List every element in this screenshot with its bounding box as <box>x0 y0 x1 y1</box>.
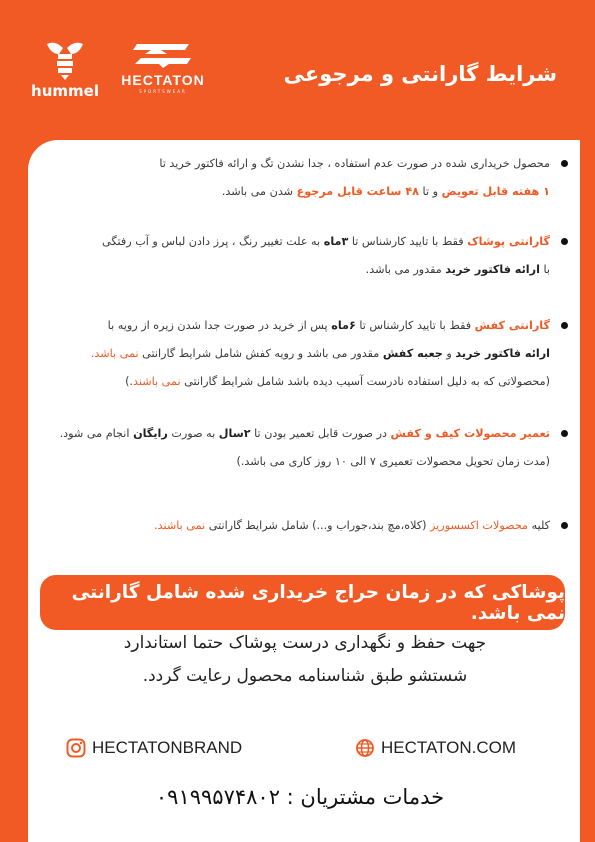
term-text: (مدت زمان تحویل محصولات تعمیری ۷ الی ۱۰ روز کاری می باشد.) <box>236 455 550 468</box>
highlighted-text: محصولات اکسسوریز <box>430 519 529 532</box>
highlighted-text: گارانتی پوشاک <box>467 235 550 248</box>
highlighted-text: ۱ هفته قابل تعویض <box>441 185 550 198</box>
highlighted-text: ۲سال <box>218 427 251 440</box>
term-text: پس از خرید در صورت جدا شدن زیره از رویه با <box>107 319 332 332</box>
website-url: HECTATON.COM <box>381 738 517 757</box>
warranty-term-3 <box>28 312 568 396</box>
term-text: (محصولاتی که به دلیل استفاده نادرست آسیب دیده باشد شامل شرایط گارانتی <box>180 375 550 388</box>
instagram-handle: HECTATONBRAND <box>92 738 243 757</box>
term-text: شدن می باشد. <box>221 185 297 198</box>
globe-icon <box>355 738 375 758</box>
website-link[interactable] <box>355 738 516 758</box>
bullet-dot-icon <box>561 160 568 167</box>
term-text: با <box>539 263 550 276</box>
content-card <box>28 140 580 842</box>
term-text: محصول خریداری شده در صورت عدم استفاده ، جدا نشدن تگ و ارائه فاکتور خرید تا <box>159 157 550 170</box>
bullet-dot-icon <box>561 430 568 437</box>
term-line <box>28 256 550 284</box>
highlighted-text: ۶ماه <box>331 319 356 332</box>
highlighted-text: رایگان <box>133 427 168 440</box>
term-line <box>28 150 550 178</box>
highlighted-text: ارائه فاکتور خرید <box>455 347 550 360</box>
term-text: در صورت قابل تعمیر بودن تا <box>250 427 391 440</box>
warranty-term-4 <box>28 420 568 476</box>
term-text: و <box>442 347 456 360</box>
term-line <box>28 448 550 476</box>
warranty-term-2 <box>28 228 568 284</box>
warranty-term-text <box>28 228 550 284</box>
term-text: (کلاه،مچ بند،جوراب و...) شامل شرایط گارانتی <box>205 519 430 532</box>
bullet-dot-icon <box>561 322 568 329</box>
warranty-term-text <box>28 150 550 206</box>
care-instructions-line-2: شستشو طبق شناسنامه محصول رعایت گردد. <box>142 666 468 686</box>
term-text: کلیه <box>528 519 550 532</box>
warranty-terms-list <box>28 140 580 842</box>
term-text: فقط با تایید کارشناس تا <box>348 235 468 248</box>
highlighted-text: نمی باشند. <box>154 519 206 532</box>
term-text: به علت تغییر رنگ ، پرز دادن لباس و آب رفتگی <box>102 235 324 248</box>
bee-icon <box>43 40 87 80</box>
warranty-term-1 <box>28 150 568 206</box>
term-text: و تا <box>419 185 442 198</box>
instagram-link[interactable] <box>66 738 242 758</box>
highlighted-text: گارانتی کفش <box>474 319 550 332</box>
term-line <box>28 178 550 206</box>
warranty-term-text <box>28 512 550 540</box>
highlighted-text: تعمیر محصولات کیف و کفش <box>390 427 550 440</box>
term-text: انجام می شود. <box>59 427 134 440</box>
warranty-term-5 <box>28 512 568 540</box>
customer-service-phone[interactable]: خدمات مشتریان : ۰۹۱۹۹۵۷۴۸۰۲ <box>155 785 445 809</box>
term-line <box>28 420 550 448</box>
term-line <box>28 512 550 540</box>
term-text: مقدور می باشد و رویه کفش شامل شرایط گارانتی <box>138 347 383 360</box>
bullet-dot-icon <box>561 522 568 529</box>
term-text: مقدور می باشد. <box>365 263 446 276</box>
highlighted-text: ۴۸ ساعت قابل مرجوع <box>296 185 419 198</box>
highlighted-text: نمی باشند <box>132 375 181 388</box>
hectaton-emblem-icon <box>131 40 195 70</box>
term-text: به صورت <box>167 427 219 440</box>
hummel-logo <box>30 40 100 100</box>
hectaton-subtitle: SPORTSWEAR <box>139 89 187 94</box>
hummel-wordmark: hummel <box>31 82 99 100</box>
warranty-term-text <box>28 420 550 476</box>
term-line <box>28 340 550 368</box>
page-title: شرایط گارانتی و مرجوعی <box>283 62 557 86</box>
hectaton-wordmark: HECTATON <box>121 72 205 88</box>
highlighted-text: ۳ماه <box>323 235 349 248</box>
highlighted-text: نمی باشد. <box>90 347 139 360</box>
header <box>0 0 595 140</box>
term-text: .) <box>125 375 133 388</box>
hectaton-logo <box>118 40 208 94</box>
bullet-dot-icon <box>561 238 568 245</box>
care-instructions-line-1: جهت حفظ و نگهداری درست پوشاک حتما استاندارد <box>123 633 487 653</box>
term-line <box>28 228 550 256</box>
term-line <box>28 312 550 340</box>
warranty-term-text <box>28 312 550 396</box>
term-text: فقط با تایید کارشناس تا <box>355 319 475 332</box>
sale-notice-banner: پوشاکی که در زمان حراج خریداری شده شامل گارانتی نمی باشد. <box>40 575 565 630</box>
term-line <box>28 368 550 396</box>
highlighted-text: جعبه کفش <box>382 347 443 360</box>
instagram-icon <box>66 738 86 758</box>
highlighted-text: ارائه فاکتور خرید <box>445 263 540 276</box>
